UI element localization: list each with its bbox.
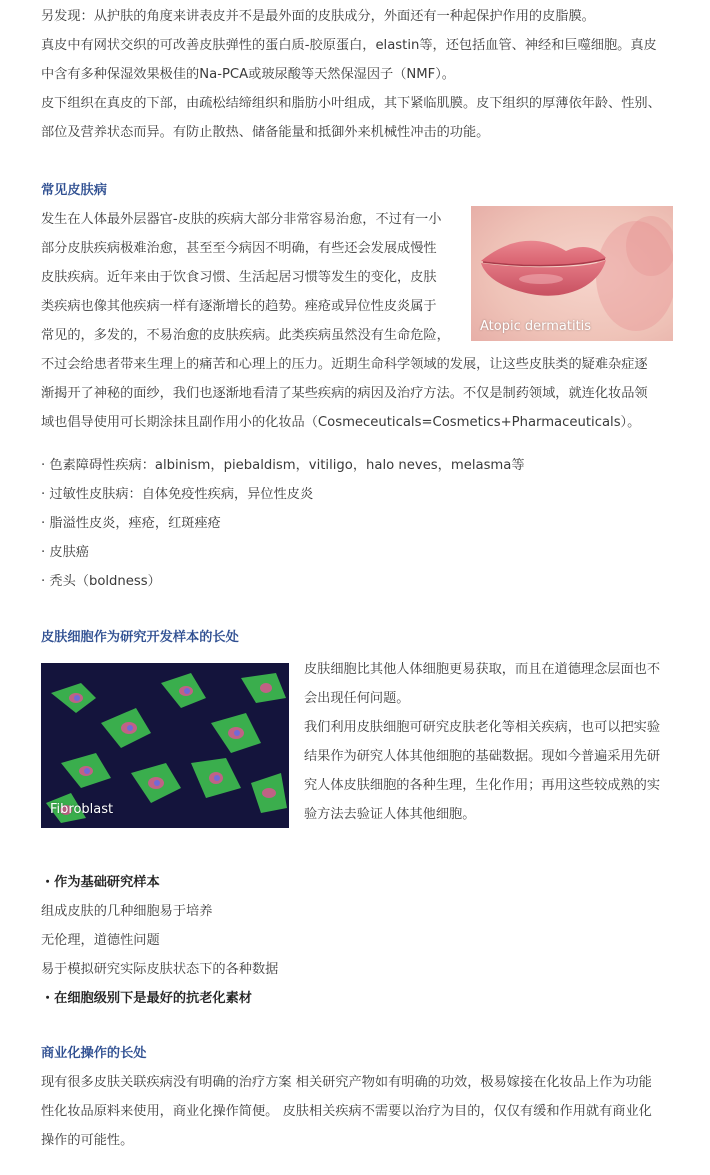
cells-bullet-item: 组成皮肤的几种细胞易于培养 [41,904,213,919]
cells-line: 我们利用皮肤细胞可研究皮肤老化等相关疾病，也可以把实验 [304,720,661,735]
intro-paragraph-2-line-2: 中含有多种保湿效果极佳的Na-PCA或玻尿酸等天然保湿因子（NMF）。 [41,67,455,82]
intro-paragraph-3-line-2: 部位及营养状态而异。有防止散热、储备能量和抵御外来机械性冲击的功能。 [41,125,490,140]
cells-bullet-heading-1: ・作为基础研究样本 [41,875,160,890]
intro-section [41,2,675,147]
diseases-line: 域也倡导使用可长期涂抹且副作用小的化妆品（Cosmeceuticals=Cosmetics+Pharmaceuticals）。 [41,415,641,430]
disease-bullet: · 皮肤癌 [41,545,89,560]
cells-line: 究人体皮肤细胞的各种生理，生化作用；再用这些较成熟的实 [304,778,661,793]
atopic-dermatitis-image [471,206,673,341]
fibroblast-caption: Fibroblast [50,802,114,817]
diseases-line: 不过会给患者带来生理上的痛苦和心理上的压力。近期生命科学领域的发展，让这些皮肤类的疑难杂症逐 [41,357,648,372]
cells-bullet-item: 易于模拟研究实际皮肤状态下的各种数据 [41,962,279,977]
cells-line: 结果作为研究人体其他细胞的基础数据。现如今普遍采用先研 [304,749,661,764]
fibroblast-image [41,663,289,828]
commercial-heading: 商业化操作的长处 [41,1046,147,1061]
intro-paragraph-3-line-1: 皮下组织在真皮的下部，由疏松结缔组织和脂肪小叶组成，其下紧临肌膜。皮下组织的厚薄依年龄、性别、 [41,96,661,111]
commercial-line: 性化妆品原料来使用，商业化操作简便。 皮肤相关疾病不需要以治疗为目的，仅仅有缓和作用就有商业化 [41,1104,652,1119]
diseases-line: 渐揭开了神秘的面纱，我们也逐渐地看清了某些疾病的病因及治疗方法。不仅是制药领域，就连化妆品领 [41,386,648,401]
diseases-line: 常见的，多发的，不易治愈的皮肤疾病。此类疾病虽然没有生命危险， [41,328,450,343]
atopic-dermatitis-caption: Atopic dermatitis [480,319,592,334]
diseases-line: 发生在人体最外层器官-皮肤的疾病大部分非常容易治愈，不过有一小 [41,212,442,227]
cells-bullets [41,868,675,1013]
intro-paragraph-2-line-1: 真皮中有网状交织的可改善皮肤弹性的蛋白质-胶原蛋白，elastin等，还包括血管、神经和巨噬细胞。真皮 [41,38,657,53]
diseases-heading: 常见皮肤病 [41,183,107,198]
disease-bullet: · 色素障碍性疾病：albinism，piebaldism，vitiligo，halo neves，melasma等 [41,458,525,473]
cells-heading: 皮肤细胞作为研究开发样本的长处 [41,630,239,645]
cells-line: 皮肤细胞比其他人体细胞更易获取，而且在道德理念层面也不 [304,662,661,677]
disease-bullet: · 秃头（boldness） [41,574,161,589]
diseases-line: 部分皮肤疾病极难治愈，甚至至今病因不明确，有些还会发展成慢性 [41,241,437,256]
commercial-section [41,1039,675,1155]
cells-bullet-item: 无伦理，道德性问题 [41,933,160,948]
cells-bullet-heading-2: ・在细胞级别下是最好的抗老化素材 [41,991,252,1006]
cells-section [41,623,675,652]
diseases-paragraph-narrow [41,205,461,350]
diseases-line: 皮肤疾病。近年来由于饮食习惯、生活起居习惯等发生的变化，皮肤 [41,270,437,285]
commercial-line: 操作的可能性。 [41,1133,134,1148]
commercial-line: 现有很多皮肤关联疾病没有明确的治疗方案 相关研究产物如有明确的功效，极易嫁接在化妆品上作为功能 [41,1075,652,1090]
cells-line: 会出现任何问题。 [304,691,410,706]
disease-bullet: · 过敏性皮肤病：自体免疫性疾病，异位性皮炎 [41,487,314,502]
cells-paragraph [304,655,676,829]
diseases-line: 类疾病也像其他疾病一样有逐渐增长的趋势。痤疮或异位性皮炎属于 [41,299,437,314]
disease-bullet: · 脂溢性皮炎，痤疮，红斑痤疮 [41,516,221,531]
intro-paragraph-1: 另发现：从护肤的角度来讲表皮并不是最外面的皮肤成分，外面还有一种起保护作用的皮脂膜。 [41,9,595,24]
cells-line: 验方法去验证人体其他细胞。 [304,807,476,822]
